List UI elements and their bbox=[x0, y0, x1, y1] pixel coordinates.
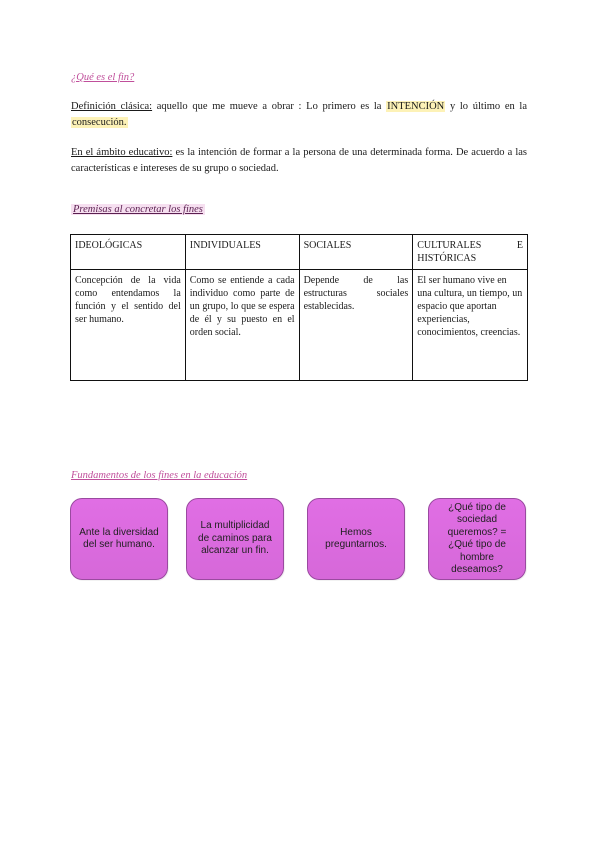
definicion-text-before: aquello que me mueve a obrar : Lo primero es la bbox=[152, 101, 387, 112]
highlight-intencion: INTENCIÓN bbox=[387, 101, 445, 112]
header-culturales-historicas: CULTURALES E HISTÓRICAS bbox=[413, 235, 528, 270]
fundamento-box-diversidad: Ante la diversidad del ser humano. bbox=[70, 498, 168, 580]
paragraph-definicion-clasica bbox=[71, 99, 527, 131]
cell-sociales: Depende de las estructuras sociales establecidas. bbox=[299, 270, 413, 381]
definicion-text-middle: y lo último en la bbox=[445, 101, 528, 112]
fundamento-box-multiplicidad: La multiplicidad de caminos para alcanzar un fin. bbox=[186, 498, 284, 580]
heading-fundamentos: Fundamentos de los fines en la educación bbox=[71, 470, 248, 481]
heading-que-es-el-fin: ¿Qué es el fin? bbox=[71, 72, 135, 83]
premisas-table bbox=[70, 234, 528, 381]
paragraph-ambito-educativo bbox=[71, 145, 527, 177]
fundamento-box-preguntarnos: Hemos preguntarnos. bbox=[307, 498, 405, 580]
ambito-text: es la intención de formar a la persona de una determinada forma. De acuerdo a las características e intereses de su grupo o sociedad. bbox=[71, 147, 528, 174]
heading-premisas: Premisas al concretar los fines bbox=[73, 204, 203, 215]
table-header-row bbox=[71, 235, 528, 270]
ambito-label: En el ámbito educativo: bbox=[71, 147, 173, 158]
cell-ideologicas: Concepción de la vida como entendamos la función y el sentido del ser humano. bbox=[71, 270, 186, 381]
header-individuales: INDIVIDUALES bbox=[185, 235, 299, 270]
highlight-consecucion: consecución. bbox=[72, 117, 127, 128]
cell-individuales: Como se entiende a cada individuo como parte de un grupo, lo que se espera de él y su puesto en el orden social. bbox=[185, 270, 299, 381]
fundamento-box-sociedad-hombre: ¿Qué tipo de sociedad queremos? = ¿Qué tipo de hombre deseamos? bbox=[428, 498, 526, 580]
cell-culturales-historicas: El ser humano vive en una cultura, un tiempo, un espacio que aportan experiencias, conocimientos, creencias. bbox=[413, 270, 528, 381]
header-sociales: SOCIALES bbox=[299, 235, 413, 270]
fundamentos-boxes bbox=[70, 498, 528, 582]
table-row bbox=[71, 270, 528, 381]
definicion-label: Definición clásica: bbox=[71, 101, 153, 112]
header-ideologicas: IDEOLÓGICAS bbox=[71, 235, 186, 270]
